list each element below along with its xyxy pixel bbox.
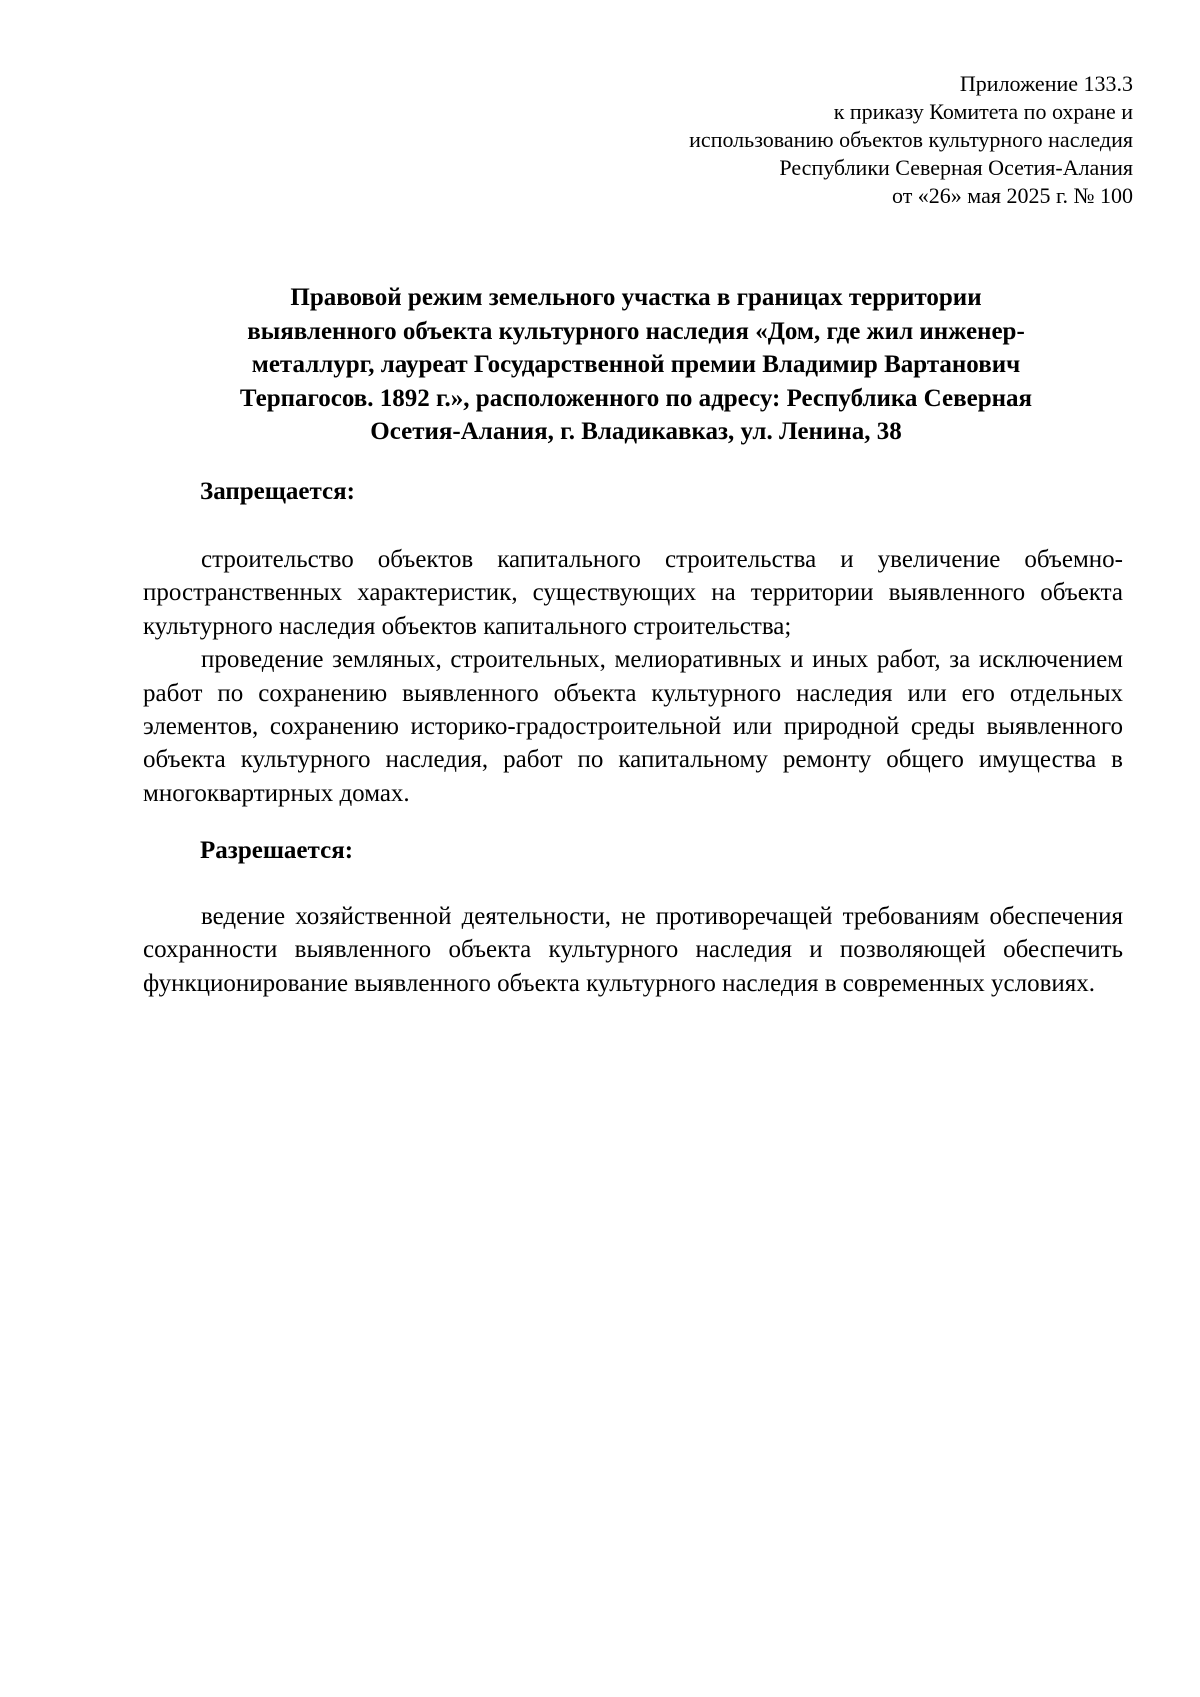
document-title [172,281,1100,449]
appendix-order-line: к приказу Комитета по охране и [833,99,1133,124]
title-line: металлург, лауреат Государственной премии Владимир Вартанович [251,351,1021,378]
title-line: Правовой режим земельного участка в границах территории [290,284,982,311]
title-line: выявленного объекта культурного наследия «Дом, где жил инженер- [247,317,1025,345]
title-line: Терпагосов. 1892 г.», расположенного по адресу: Республика Северная [239,384,1033,412]
prohibited-section [143,543,1123,810]
appendix-republic-line: Республики Северная Осетия-Алания [779,155,1133,180]
title-line: Осетия-Алания, г. Владикавказ, ул. Ленина, 38 [370,418,902,445]
allowed-heading: Разрешается: [200,837,354,864]
allowed-section [143,900,1123,1000]
appendix-committee-line: использованию объектов культурного наследия [689,127,1133,152]
allowed-paragraph: ведение хозяйственной деятельности, не противоречащей требованиям обеспечения сохранности выявленного объекта культурного наследия и позволяющей обеспечить функционирование выявленного объекта культурного наследия в современных условиях. [143,903,1123,997]
prohibited-paragraph: строительство объектов капитального строительства и увеличение объемно-пространственных характеристик, существующих на территории выявленного объекта культурного наследия объектов капитального строительства; [143,546,1123,640]
prohibited-paragraph: проведение земляных, строительных, мелиоративных и иных работ, за исключением работ по сохранению выявленного объекта культурного наследия или его отдельных элементов, сохранению историко-градостроительной или природной среды выявленного объекта культурного наследия, работ по капитальному ремонту общего имущества в многоквартирных домах. [143,646,1123,807]
appendix-number: Приложение 133.3 [959,71,1133,96]
appendix-date-line: от «26» мая 2025 г. № 100 [891,183,1133,208]
prohibited-heading: Запрещается: [200,478,356,505]
appendix-header [600,70,1133,210]
